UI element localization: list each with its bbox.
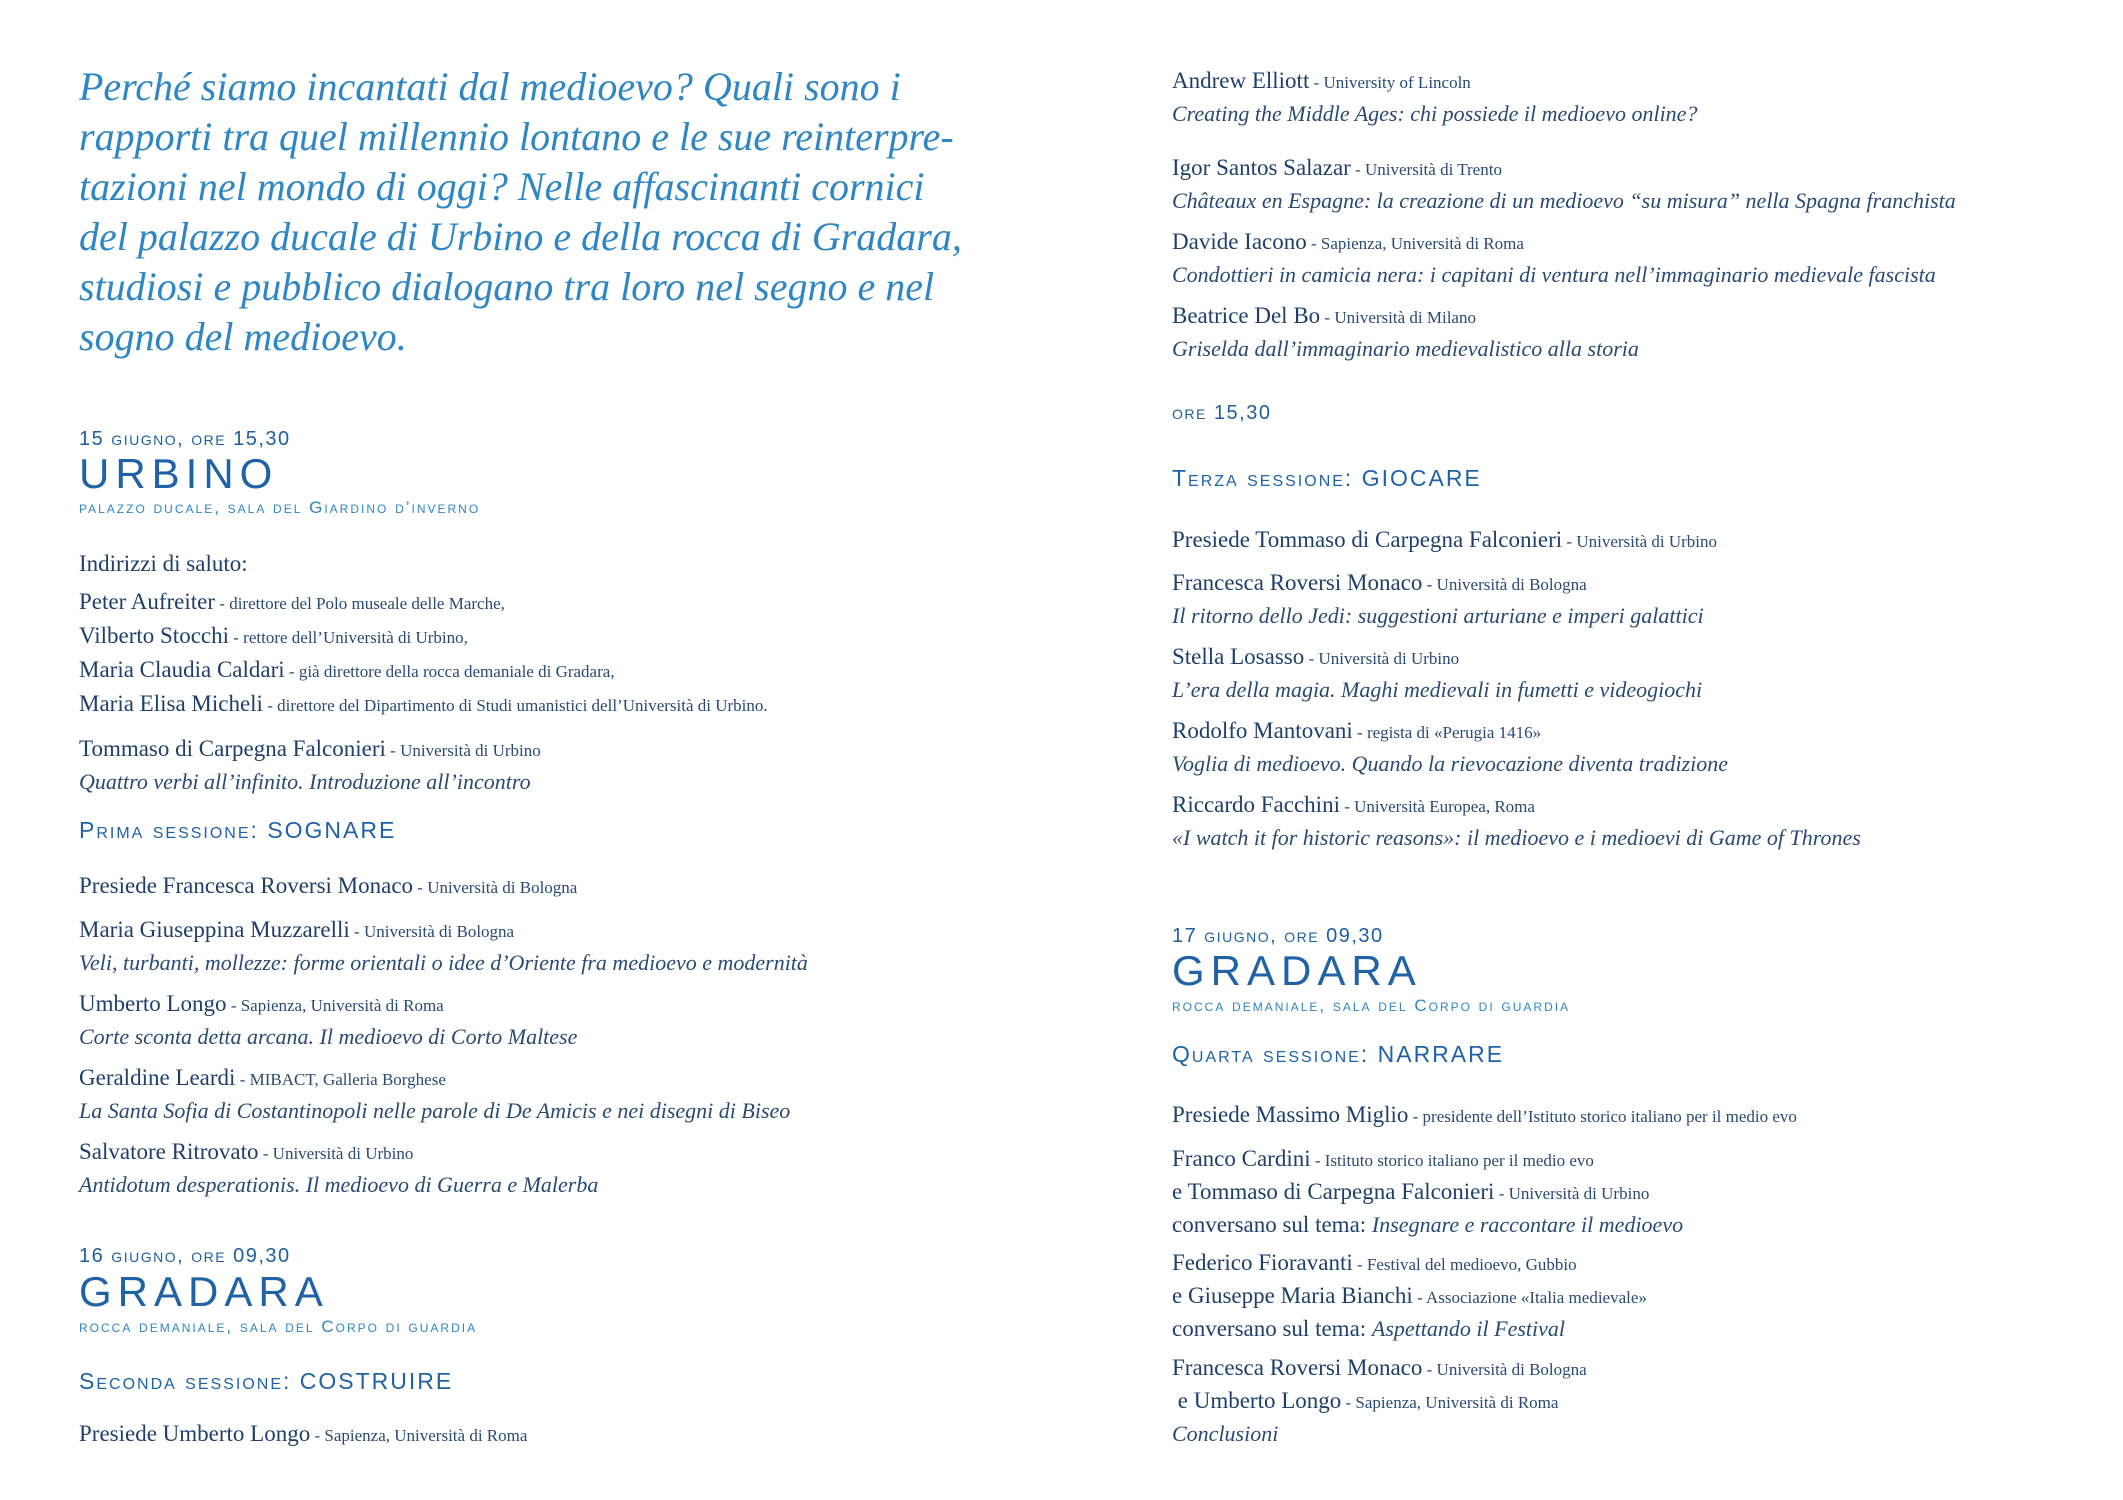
- session2-talk: [1172, 66, 2092, 129]
- intro-line: tazioni nel mondo di oggi? Nelle affascinanti cornici: [79, 164, 925, 209]
- speaker-affiliation: - Università di Urbino: [258, 1144, 414, 1163]
- speaker-name: e Giuseppe Maria Bianchi: [1172, 1283, 1413, 1308]
- talk-title: Condottieri in camicia nera: i capitani di ventura nell’immaginario medievale fascista: [1172, 262, 1936, 287]
- session3-talk: [1172, 790, 2092, 853]
- talk-title: Griselda dall’immaginario medievalistico alla storia: [1172, 336, 1639, 361]
- speaker-name: Geraldine Leardi: [79, 1065, 236, 1090]
- chair-affiliation: - Università di Bologna: [413, 878, 578, 897]
- conversation-1: [1172, 1144, 2092, 1243]
- speaker-name: Beatrice Del Bo: [1172, 303, 1321, 328]
- speaker-row: [1172, 153, 2092, 186]
- session3-talk: [1172, 642, 2092, 705]
- person-name: Maria Claudia Caldari: [79, 657, 285, 682]
- greeting-row: [79, 688, 1079, 722]
- speaker-affiliation: - Università Europea, Roma: [1339, 797, 1535, 816]
- chair-row: [79, 1419, 1079, 1452]
- day2-date: 16 giugno, ore 09,30: [79, 1245, 291, 1267]
- session1-talk: [79, 1063, 1079, 1126]
- speaker-name: Francesca Roversi Monaco: [1172, 570, 1423, 595]
- session1-chair: [79, 871, 1079, 904]
- person-name: Vilberto Stocchi: [79, 623, 230, 648]
- speaker-name: Franco Cardini: [1172, 1146, 1311, 1171]
- session3-talk: [1172, 568, 2092, 631]
- day1-date: 15 giugno, ore 15,30: [79, 428, 291, 450]
- person-affiliation: - rettore dell’Università di Urbino,: [229, 628, 468, 647]
- speaker-name: e Umberto Longo: [1172, 1388, 1342, 1413]
- speaker-row: [1172, 1248, 2092, 1281]
- day2-city: GRADARA: [79, 1268, 329, 1315]
- session3-chair: [1172, 525, 2092, 558]
- chair-name: Presiede Francesca Roversi Monaco: [79, 873, 414, 898]
- topic-lead: conversano sul tema:: [1172, 1212, 1372, 1237]
- conversation-2: [1172, 1248, 2092, 1347]
- speaker-affiliation: - University of Lincoln: [1309, 73, 1471, 92]
- speaker-name: Salvatore Ritrovato: [79, 1139, 259, 1164]
- speaker-affiliation: - Festival del medioevo, Gubbio: [1352, 1255, 1577, 1274]
- speaker-row: [79, 1137, 1079, 1170]
- day1-city: URBINO: [79, 450, 279, 497]
- talk-title: Châteaux en Espagne: la creazione di un medioevo “su misura” nella Spagna franchista: [1172, 188, 1956, 213]
- speaker-name: Andrew Elliott: [1172, 68, 1310, 93]
- intro-line: Perché siamo incantati dal medioevo? Quali sono i: [79, 64, 901, 109]
- speaker-name: Riccardo Facchini: [1172, 792, 1340, 817]
- talk-title: Quattro verbi all’infinito. Introduzione all’incontro: [79, 769, 531, 794]
- speaker-row: [1172, 642, 2092, 675]
- speaker-name: Federico Fioravanti: [1172, 1250, 1353, 1275]
- chair-row: [79, 871, 1079, 904]
- chair-name: Presiede Tommaso di Carpegna Falconieri: [1172, 527, 1563, 552]
- speaker-row: [1172, 1386, 2092, 1419]
- chair-name: Presiede Umberto Longo: [79, 1421, 311, 1446]
- speaker-name: Maria Giuseppina Muzzarelli: [79, 917, 350, 942]
- intro-line: sogno del medioevo.: [79, 314, 407, 359]
- talk-title: Il ritorno dello Jedi: suggestioni arturiane e imperi galattici: [1172, 603, 1704, 628]
- speaker-row: [1172, 1281, 2092, 1314]
- session1-title: Prima sessione: SOGNARE: [79, 817, 397, 843]
- chair-affiliation: - Università di Urbino: [1562, 532, 1718, 551]
- speaker-row: [79, 734, 1079, 767]
- talk-title: La Santa Sofia di Costantinopoli nelle parole di De Amicis e nei disegni di Biseo: [79, 1098, 791, 1123]
- topic-lead: conversano sul tema:: [1172, 1316, 1372, 1341]
- day1-venue: palazzo ducale, sala del Giardino d’inverno: [79, 498, 481, 517]
- talk-title: Veli, turbanti, mollezze: forme orientali o idee d’Oriente fra medioevo e modernità: [79, 950, 808, 975]
- speaker-affiliation: - regista di «Perugia 1416»: [1352, 723, 1542, 742]
- talk-title: L’era della magia. Maghi medievali in fumetti e videogiochi: [1172, 677, 1703, 702]
- greeting-row: [79, 586, 1079, 620]
- afternoon-time: ore 15,30: [1172, 402, 1272, 424]
- person-affiliation: - direttore del Dipartimento di Studi umanistici dell’Università di Urbino.: [262, 696, 768, 715]
- talk-title: Antidotum desperationis. Il medioevo di Guerra e Malerba: [79, 1172, 599, 1197]
- speaker-affiliation: - Università di Milano: [1320, 308, 1476, 327]
- person-name: Maria Elisa Micheli: [79, 691, 263, 716]
- intro-talk: [79, 734, 1079, 797]
- speaker-row: [1172, 790, 2092, 823]
- session3-talk: [1172, 716, 2092, 779]
- greetings-title: Indirizzi di saluto:: [79, 551, 248, 576]
- session1-talk: [79, 989, 1079, 1052]
- intro-paragraph: [79, 62, 1039, 362]
- speaker-name: Umberto Longo: [79, 991, 227, 1016]
- speaker-name: e Tommaso di Carpegna Falconieri: [1172, 1179, 1495, 1204]
- speaker-row: [1172, 1353, 2092, 1386]
- talk-title: Conclusioni: [1172, 1421, 1279, 1446]
- day2-venue: rocca demaniale, sala del Corpo di guardia: [79, 1317, 478, 1336]
- speaker-affiliation: - Sapienza, Università di Roma: [226, 996, 444, 1015]
- session1-talk: [79, 1137, 1079, 1200]
- speaker-affiliation: - Università di Bologna: [1422, 1360, 1587, 1379]
- day3-venue: rocca demaniale, sala del Corpo di guardia: [1172, 996, 1571, 1015]
- speaker-affiliation: - Università di Bologna: [1422, 575, 1587, 594]
- person-affiliation: - già direttore della rocca demaniale di Gradara,: [284, 662, 615, 681]
- talk-title: «I watch it for historic reasons»: il medioevo e i medioevi di Game of Thrones: [1172, 825, 1861, 850]
- chair-affiliation: - Sapienza, Università di Roma: [310, 1426, 528, 1445]
- person-name: Peter Aufreiter: [79, 589, 216, 614]
- session2-talk: [1172, 301, 2092, 364]
- speaker-name: Tommaso di Carpegna Falconieri: [79, 736, 386, 761]
- greeting-row: [79, 654, 1079, 688]
- talk-title: Voglia di medioevo. Quando la rievocazione diventa tradizione: [1172, 751, 1729, 776]
- talk-title: Creating the Middle Ages: chi possiede il medioevo online?: [1172, 101, 1698, 126]
- day3-city: GRADARA: [1172, 947, 1422, 994]
- greetings-list: [79, 586, 1079, 722]
- chair-name: Presiede Massimo Miglio: [1172, 1102, 1409, 1127]
- chair-affiliation: - presidente dell’Istituto storico italiano per il medio evo: [1408, 1107, 1797, 1126]
- speaker-affiliation: - Università di Urbino: [1494, 1184, 1650, 1203]
- speaker-name: Igor Santos Salazar: [1172, 155, 1351, 180]
- session2-talk: [1172, 227, 2092, 290]
- greeting-row: [79, 620, 1079, 654]
- speaker-name: Stella Losasso: [1172, 644, 1305, 669]
- intro-line: rapporti tra quel millennio lontano e le sue reinterpre-: [79, 114, 954, 159]
- speaker-row: [79, 989, 1079, 1022]
- session4-title: Quarta sessione: NARRARE: [1172, 1041, 1505, 1067]
- speaker-row: [1172, 66, 2092, 99]
- speaker-name: Rodolfo Mantovani: [1172, 718, 1353, 743]
- speaker-affiliation: - Università di Bologna: [349, 922, 515, 941]
- session2-talk: [1172, 153, 2092, 216]
- speaker-affiliation: - Università di Urbino: [1304, 649, 1460, 668]
- session3-title: Terza sessione: GIOCARE: [1172, 465, 1482, 491]
- session2-title: Seconda sessione: COSTRUIRE: [79, 1368, 454, 1394]
- conversation-topic: [1172, 1314, 2092, 1347]
- speaker-name: Francesca Roversi Monaco: [1172, 1355, 1423, 1380]
- speaker-affiliation: - Sapienza, Università di Roma: [1341, 1393, 1559, 1412]
- session4-chair: [1172, 1100, 2092, 1133]
- speaker-row: [1172, 568, 2092, 601]
- intro-line: studiosi e pubblico dialogano tra loro nel segno e nel: [79, 264, 935, 309]
- conversation-topic: [1172, 1210, 2092, 1243]
- speaker-row: [1172, 301, 2092, 334]
- chair-row: [1172, 525, 2092, 558]
- speaker-affiliation: - MIBACT, Galleria Borghese: [235, 1070, 446, 1089]
- day3-date: 17 giugno, ore 09,30: [1172, 925, 1384, 947]
- session2-chair: [79, 1419, 1079, 1452]
- speaker-affiliation: - Istituto storico italiano per il medio evo: [1310, 1151, 1594, 1170]
- intro-line: del palazzo ducale di Urbino e della rocca di Gradara,: [79, 214, 962, 259]
- speaker-row: [79, 915, 1079, 948]
- speaker-row: [1172, 1177, 2092, 1210]
- speaker-row: [1172, 716, 2092, 749]
- session1-talk: [79, 915, 1079, 978]
- talk-title: Corte sconta detta arcana. Il medioevo di Corto Maltese: [79, 1024, 578, 1049]
- speaker-affiliation: - Sapienza, Università di Roma: [1306, 234, 1524, 253]
- topic-title: Aspettando il Festival: [1371, 1316, 1566, 1341]
- speaker-row: [79, 1063, 1079, 1096]
- topic-title: Insegnare e raccontare il medioevo: [1371, 1212, 1684, 1237]
- person-affiliation: - direttore del Polo museale delle Marche,: [215, 594, 505, 613]
- closing-remarks: [1172, 1353, 2092, 1449]
- speaker-row: [1172, 1144, 2092, 1177]
- speaker-affiliation: - Università di Urbino: [385, 741, 541, 760]
- speaker-name: Davide Iacono: [1172, 229, 1307, 254]
- speaker-affiliation: - Università di Trento: [1350, 160, 1502, 179]
- speaker-affiliation: - Associazione «Italia medievale»: [1412, 1288, 1647, 1307]
- chair-row: [1172, 1100, 2092, 1133]
- speaker-row: [1172, 227, 2092, 260]
